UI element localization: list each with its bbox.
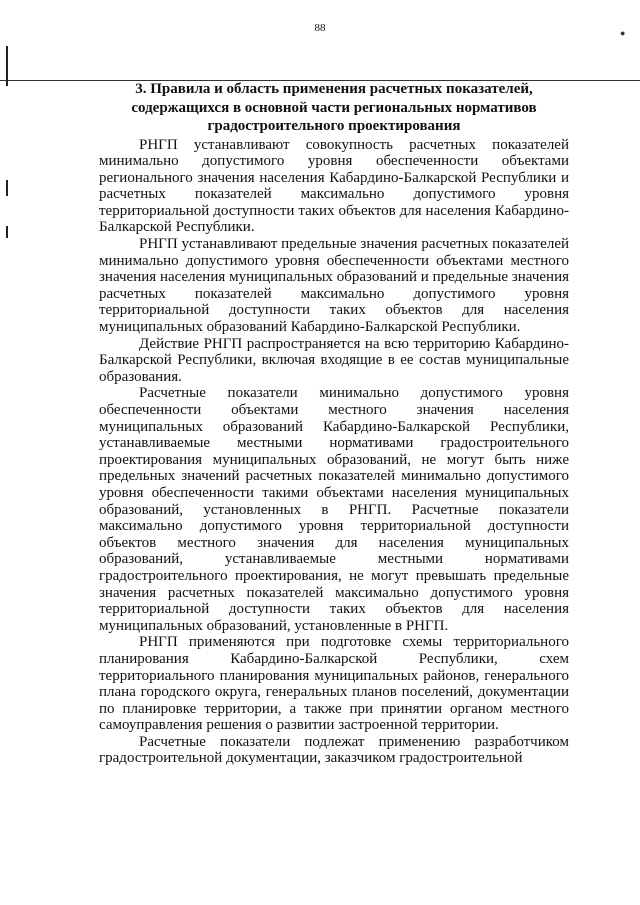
section-heading: 3. Правила и область применения расчетных показателей, содержащихся в основной части региональных нормативов градостроительного проектирования [131,81,537,134]
paragraph: Расчетные показатели минимально допустимого уровня обеспеченности объектами местного значения населения муниципальных образований Кабардино-Балкарской Республики, устанавливаемые местными нормативами градостроительного проектирования муниципальных образований, не могут быть ниже предельных значений расчетных показателей минимально допустимого уровня обеспеченности такими объектами населения муниципальных образований, установленных в РНГП. Расчетные показатели максимально допустимого уровня территориальной доступности объектов местного значения для населения муниципальных образований, устанавливаемые местными нормативами градостроительного проектирования, не могут превышать предельные значения расчетных показателей максимально допустимого уровня территориальной доступности таких объектов для населения муниципальных образований, установленные в РНГП. [99,385,569,634]
paragraph: РНГП применяются при подготовке схемы территориального планирования Кабардино-Балкарской Республики, схем территориального планирования муниципальных районов, генерального плана городского округа, генеральных планов поселений, документации по планировке территории, а также при принятии органом местного самоуправления решения о развитии застроенной территории. [99,634,569,734]
margin-mark [6,226,8,238]
margin-mark [6,46,8,86]
margin-mark [6,180,8,196]
scan-speck: ● [620,28,626,38]
page-number: 88 [314,22,326,34]
paragraph: Действие РНГП распространяется на всю территорию Кабардино-Балкарской Республики, включая входящие в ее состав муниципальные образования. [99,335,569,385]
paragraph: РНГП устанавливают совокупность расчетных показателей минимально допустимого уровня обеспеченности объектами регионального значения населения Кабардино-Балкарской Республики и расчетных показателей максимально допустимого уровня территориальной доступности таких объектов для населения Кабардино-Балкарской Республики. [99,136,569,236]
document-body [99,80,569,767]
paragraph: РНГП устанавливают предельные значения расчетных показателей минимально допустимого уровня обеспеченности объектами местного значения населения муниципальных образований и предельные значения расчетных показателей максимально допустимого уровня территориальной доступности таких объектов для населения муниципальных образований Кабардино-Балкарской Республики. [99,236,569,336]
paragraph: Расчетные показатели подлежат применению разработчиком градостроительной документации, заказчиком градостроительной [99,733,569,767]
